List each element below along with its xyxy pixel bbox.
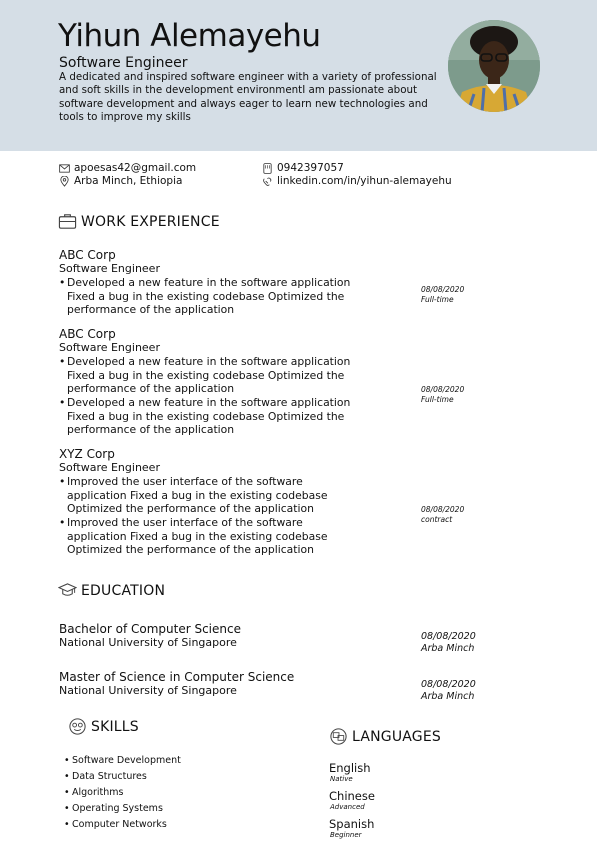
job-company: XYZ Corp [59, 447, 115, 461]
education-heading-text: EDUCATION [81, 582, 166, 599]
work-experience-heading [58, 212, 220, 231]
edu-date-text: 08/08/2020 [421, 679, 476, 690]
work-heading-text: WORK EXPERIENCE [81, 213, 220, 230]
skill-item: • Data Structures [64, 771, 147, 782]
languages-heading-text: LANGUAGES [352, 728, 441, 745]
skills-icon [68, 717, 87, 736]
edu-location: Arba Minch [421, 643, 475, 654]
job-company: ABC Corp [59, 327, 116, 341]
skill-item: • Algorithms [64, 787, 123, 798]
job-type: Full-time [421, 294, 454, 304]
job-bullet: • Developed a new feature in the software application Fixed a bug in the existing codebase Optimized the performance of the application [59, 355, 369, 396]
person-name: Yihun Alemayehu [58, 18, 321, 54]
avatar [448, 20, 540, 112]
edu-date-text: 08/08/2020 [421, 631, 476, 642]
translate-icon [329, 727, 348, 746]
contact-email[interactable] [59, 162, 196, 174]
edu-school: National University of Singapore [59, 636, 237, 649]
location-text: Arba Minch, Ethiopia [74, 175, 183, 187]
job-bullet: • Improved the user interface of the software application Fixed a bug in the existing codebase Optimized the performance of the application [59, 475, 349, 516]
email-text: apoesas42@gmail.com [74, 162, 197, 174]
job-bullet: • Developed a new feature in the software application Fixed a bug in the existing codebase Optimized the performance of the application [59, 396, 369, 437]
map-pin-icon [59, 176, 70, 187]
profile-summary: A dedicated and inspired software engineer with a variety of professional and soft skills in the development environmentI am passionate about software development and always eager to learn new technologies and tools to improve my skills [59, 71, 437, 123]
language-name: English [329, 761, 371, 775]
edu-date [421, 631, 476, 655]
skill-item: • Operating Systems [64, 803, 163, 814]
languages-heading [329, 727, 441, 746]
edu-date [421, 679, 476, 703]
job-date [421, 385, 464, 404]
skill-item: • Computer Networks [64, 819, 167, 830]
skills-heading [68, 717, 139, 736]
link-icon [262, 176, 273, 187]
job-role: Software Engineer [59, 461, 160, 474]
mail-icon [59, 163, 70, 174]
briefcase-icon [58, 212, 77, 231]
language-level: Native [330, 775, 353, 783]
job-date-text: 08/08/2020 [421, 385, 465, 394]
job-type: Full-time [421, 394, 454, 404]
phone-icon [262, 163, 273, 174]
education-heading [58, 581, 165, 600]
language-level: Beginner [330, 831, 362, 839]
job-company: ABC Corp [59, 248, 116, 262]
job-date-text: 08/08/2020 [421, 285, 465, 294]
contact-location [59, 175, 182, 187]
language-level: Advanced [330, 803, 365, 811]
job-role: Software Engineer [59, 262, 160, 275]
edu-school: National University of Singapore [59, 684, 237, 697]
job-date [421, 285, 464, 304]
edu-degree: Master of Science in Computer Science [59, 670, 295, 684]
language-name: Spanish [329, 817, 375, 831]
edu-location: Arba Minch [421, 691, 475, 702]
skills-heading-text: SKILLS [91, 718, 139, 735]
graduation-cap-icon [58, 581, 77, 600]
language-name: Chinese [329, 789, 375, 803]
contact-linkedin[interactable] [262, 175, 452, 187]
job-date [421, 505, 464, 524]
skill-item: • Software Development [64, 755, 181, 766]
phone-text: 0942397057 [277, 162, 344, 174]
job-date-text: 08/08/2020 [421, 505, 465, 514]
job-bullet: • Improved the user interface of the software application Fixed a bug in the existing codebase Optimized the performance of the application [59, 516, 349, 557]
job-bullet: • Developed a new feature in the software application Fixed a bug in the existing codebase Optimized the performance of the application [59, 276, 369, 317]
edu-degree: Bachelor of Computer Science [59, 622, 241, 636]
job-role: Software Engineer [59, 341, 160, 354]
contact-phone[interactable] [262, 162, 344, 174]
job-type: contract [421, 514, 453, 524]
person-title: Software Engineer [59, 55, 188, 71]
linkedin-text: linkedin.com/in/yihun-alemayehu [277, 175, 452, 187]
